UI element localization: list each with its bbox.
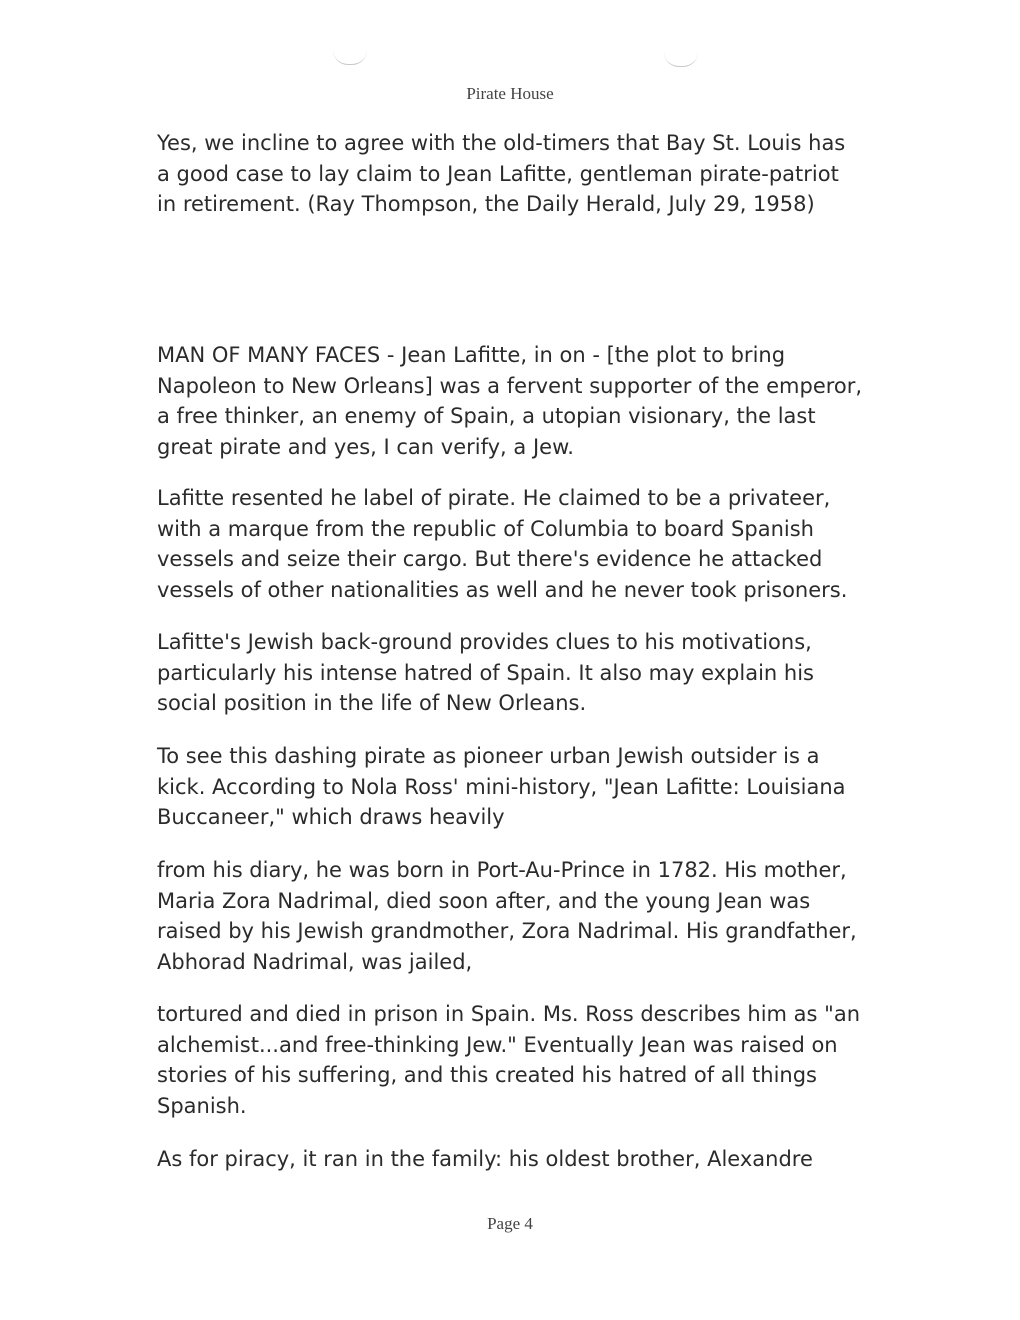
text-line: alchemist...and free-thinking Jew." Eventually Jean was raised on <box>157 1032 838 1057</box>
paragraph-background <box>157 627 877 719</box>
text-line: in retirement. (Ray Thompson, the Daily Herald, July 29, 1958) <box>157 192 815 216</box>
text-line: Napoleon to New Orleans] was a fervent supporter of the emperor, <box>157 373 863 398</box>
paragraph-outsider <box>157 741 877 833</box>
text-line: with a marque from the republic of Columbia to board Spanish <box>157 516 814 541</box>
paragraph-man-of-many-faces <box>157 340 877 462</box>
text-line: raised by his Jewish grandmother, Zora Nadrimal. His grandfather, <box>157 919 857 943</box>
text-line: Maria Zora Nadrimal, died soon after, and the young Jean was <box>157 888 811 913</box>
text-line: As for piracy, it ran in the family: his oldest brother, Alexandre <box>157 1147 813 1171</box>
page-header: Pirate House <box>466 84 554 103</box>
text-line: particularly his intense hatred of Spain. It also may explain his <box>157 660 814 685</box>
text-line: Buccaneer," which draws heavily <box>157 805 505 829</box>
text-line: MAN OF MANY FACES - Jean Lafitte, in on - [the plot to bring <box>157 343 786 367</box>
text-line: Yes, we incline to agree with the old-timers that Bay St. Louis has <box>157 131 846 155</box>
text-line: To see this dashing pirate as pioneer urban Jewish outsider is a <box>157 744 820 768</box>
paragraph-quote <box>157 128 877 220</box>
page-footer: Page 4 <box>487 1214 533 1233</box>
text-line: a good case to lay claim to Jean Lafitte, gentleman pirate-patriot <box>157 161 839 186</box>
text-line: from his diary, he was born in Port-Au-Prince in 1782. His mother, <box>157 858 847 882</box>
paragraph-piracy <box>157 1144 877 1175</box>
paragraph-diary <box>157 855 877 977</box>
text-line: a free thinker, an enemy of Spain, a utopian visionary, the last <box>157 404 816 428</box>
text-line: Spanish. <box>157 1093 247 1118</box>
paragraph-privateer <box>157 483 877 605</box>
binder-hole-mark <box>333 50 367 65</box>
text-line: stories of his suffering, and this created his hatred of all things <box>157 1063 818 1087</box>
text-line: great pirate and yes, I can verify, a Jew. <box>157 434 574 459</box>
text-line: Abhorad Nadrimal, was jailed, <box>157 949 473 974</box>
binder-hole-mark <box>664 52 698 67</box>
text-line: Lafitte's Jewish back-ground provides clues to his motivations, <box>157 630 812 654</box>
text-line: vessels and seize their cargo. But there's evidence he attacked <box>157 547 823 571</box>
text-line: vessels of other nationalities as well and he never took prisoners. <box>157 577 848 602</box>
text-line: kick. According to Nola Ross' mini-history, "Jean Lafitte: Louisiana <box>157 774 846 799</box>
paragraph-tortured <box>157 999 877 1121</box>
text-line: tortured and died in prison in Spain. Ms. Ross describes him as "an <box>157 1002 860 1026</box>
text-line: Lafitte resented he label of pirate. He claimed to be a privateer, <box>157 486 831 510</box>
text-line: social position in the life of New Orleans. <box>157 691 587 715</box>
